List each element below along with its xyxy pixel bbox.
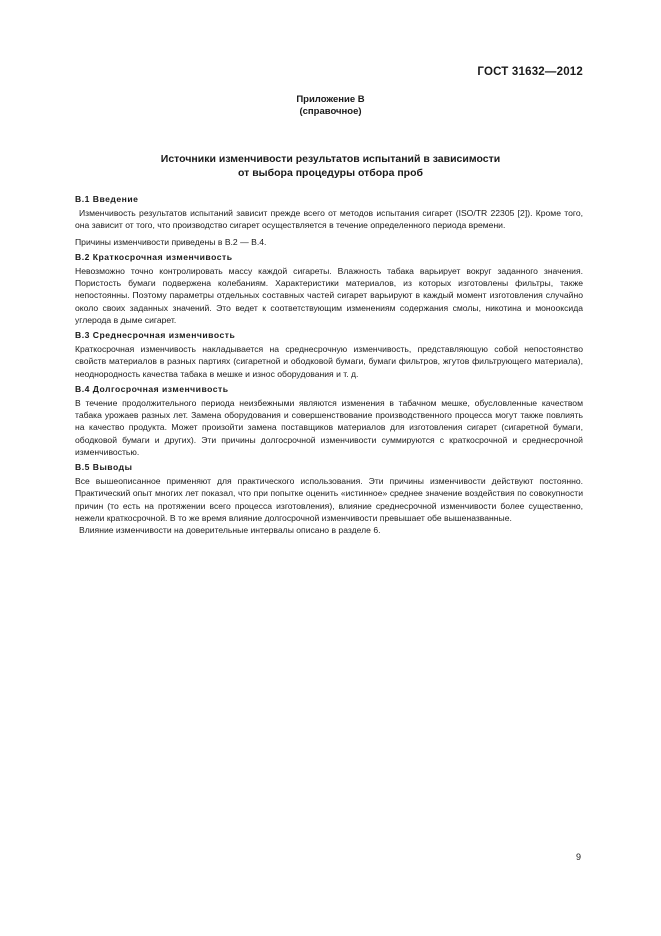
- section-b2-paragraph-1: Невозможно точно контролировать массу каждой сигареты. Влажность табака варьирует вокруг заданного значения. Пористость бумаги подвержена колебаниям. Характеристики материалов, из которых изготовлены фильтры, также непостоянны. Поэтому параметры отдельных составных частей сигарет варьируют в каждый момент изготовления случайно около своих заданных значений. Это ведет к соответствующим изменениям содержания смолы, никотина и монооксида углерода в дыме сигарет.: [75, 266, 583, 325]
- section-heading-b1: В.1 Введение: [75, 194, 139, 204]
- section-heading-b5: В.5 Выводы: [75, 462, 133, 473]
- annex-name: Приложение В: [296, 94, 365, 105]
- section-b5-paragraph-2: Влияние изменчивости на доверительные интервалы описано в разделе 6.: [79, 525, 381, 536]
- section-heading-b3: В.3 Среднесрочная изменчивость: [75, 330, 236, 341]
- annex-title: [0, 152, 661, 180]
- annex-type: (справочное): [299, 106, 362, 117]
- section-b5-paragraph-1: Все вышеописанное применяют для практического использования. Эти причины изменчивости действуют постоянно. Практический опыт многих лет показал, что при попытке оценить «истинное» среднее значение воздействия по совокупности причин (то есть на протяжении всего процесса изготовления), влияние среднесрочной изменчивости более существенно, нежели краткосрочной. В то же время влияние долгосрочной изменчивости превышает обе вышеназванные.: [75, 476, 583, 523]
- section-b4-paragraph-1: В течение продолжительного периода неизбежными являются изменения в табачном мешке, обусловленные качеством табака урожаев разных лет. Замена оборудования и совершенствование производственного процесса могут также повлиять на качество продукта. Может произойти замена поставщиков материалов для изготовления сигарет (сигаретной бумаги, ободковой бумаги и других). Эти причины долгосрочной изменчивости суммируются с краткосрочной и среднесрочной изменчивостью.: [75, 398, 583, 457]
- page-number: 9: [575, 852, 581, 862]
- section-heading-b2: В.2 Краткосрочная изменчивость: [75, 251, 233, 262]
- annex-title-line-1: Источники изменчивости результатов испытаний в зависимости: [160, 153, 501, 165]
- annex-heading: [0, 94, 661, 118]
- section-heading-b4: В.4 Долгосрочная изменчивость: [75, 383, 229, 394]
- section-b1-paragraph-1: Изменчивость результатов испытаний зависит прежде всего от методов испытания сигарет (ISO/TR 22305 [2]). Кроме того, она зависит от того, что производство сигарет осуществляется в течение определенного периода времени.: [75, 208, 583, 231]
- standard-code: ГОСТ 31632—2012: [477, 66, 583, 78]
- annex-body: [75, 193, 583, 536]
- section-b3-paragraph-1: Краткосрочная изменчивость накладывается на среднесрочную изменчивость, представляющую собой непостоянство свойств материалов в разных партиях (сигаретной и ободковой бумаги, бумаги фильтров, жгутов фильтрующего материала), неоднородность качества табака в мешке и износ оборудования и т. д.: [75, 344, 583, 379]
- section-b1-paragraph-2: Причины изменчивости приведены в В.2 — В.4.: [75, 236, 267, 247]
- annex-title-line-2: от выбора процедуры отбора проб: [238, 167, 423, 179]
